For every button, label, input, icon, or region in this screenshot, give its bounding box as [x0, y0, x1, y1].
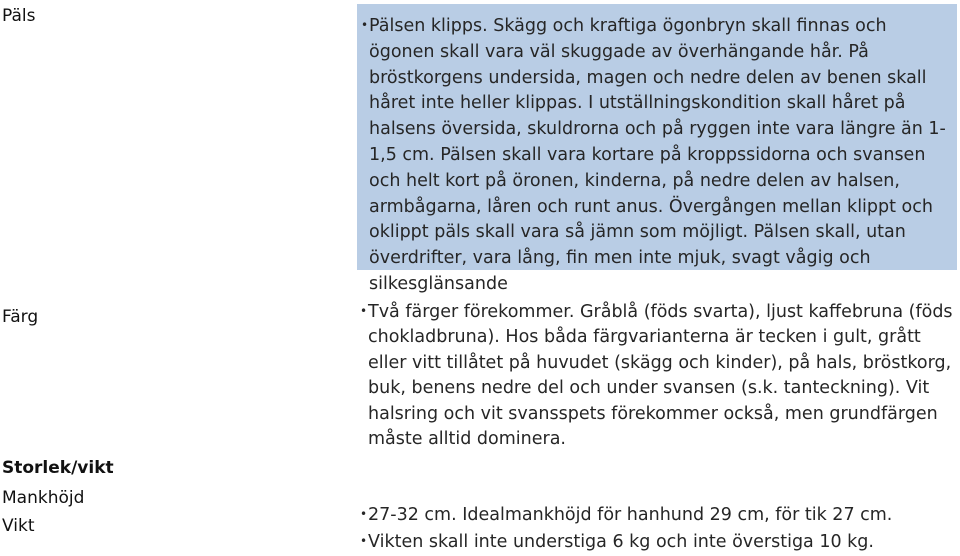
mankhojd-description-text: 27-32 cm. Idealmankhöjd för hanhund 29 cm, för tik 27 cm.	[368, 505, 893, 525]
label-farg: Färg	[2, 307, 39, 327]
label-mankhojd: Mankhöjd	[2, 488, 85, 508]
mankhojd-description	[360, 502, 956, 529]
farg-description-block	[360, 299, 956, 452]
label-vikt: Vikt	[2, 516, 35, 536]
pals-description-text: Pälsen klipps. Skägg och kraftiga ögonbryn skall finnas och ögonen skall vara väl skuggade av överhängande hår. På bröstkorgens undersida, magen och nedre delen av benen skall håret inte heller klippas. I utställningskondition skall håret på halsens översida, skuldrorna och på ryggen inte vara längre än 1-1,5 cm. Pälsen skall vara kortare på kroppssidorna och svansen och helt kort på öronen, kinderna, på nedre delen av halsen, armbågarna, låren och runt anus. Övergången mellan klippt och oklippt päls skall vara så jämn som möjligt. Pälsen skall, utan överdrifter, vara lång, fin men inte mjuk, svagt vågig och silkesglänsande	[369, 16, 946, 294]
vikt-description-text: Vikten skall inte understiga 6 kg och inte överstiga 10 kg.	[368, 531, 874, 552]
bullet-glyph: •	[361, 18, 369, 32]
bullet-glyph: •	[360, 507, 368, 521]
bullet-glyph: •	[360, 304, 368, 318]
label-storlek-vikt: Storlek/vikt	[2, 458, 114, 478]
pals-description	[361, 13, 949, 298]
farg-description-text: Två färger förekommer. Gråblå (föds svarta), ljust kaffebruna (föds chokladbruna). Hos båda färgvarianterna är tecken i gult, grått eller vitt tillåtet på huvudet (skägg och kinder), på hals, bröstkorg, buk, benens nedre del och under svansen (s.k. tanteckning). Vit halsring och vit svansspets förekommer också, men grundfärgen måste alltid dominera.	[368, 302, 953, 450]
vikt-description	[360, 529, 956, 556]
bullet-glyph: •	[360, 533, 368, 548]
label-pals: Päls	[2, 6, 36, 26]
storlek-description-block	[360, 502, 956, 556]
pals-description-box	[357, 4, 957, 294]
farg-description	[360, 299, 956, 452]
